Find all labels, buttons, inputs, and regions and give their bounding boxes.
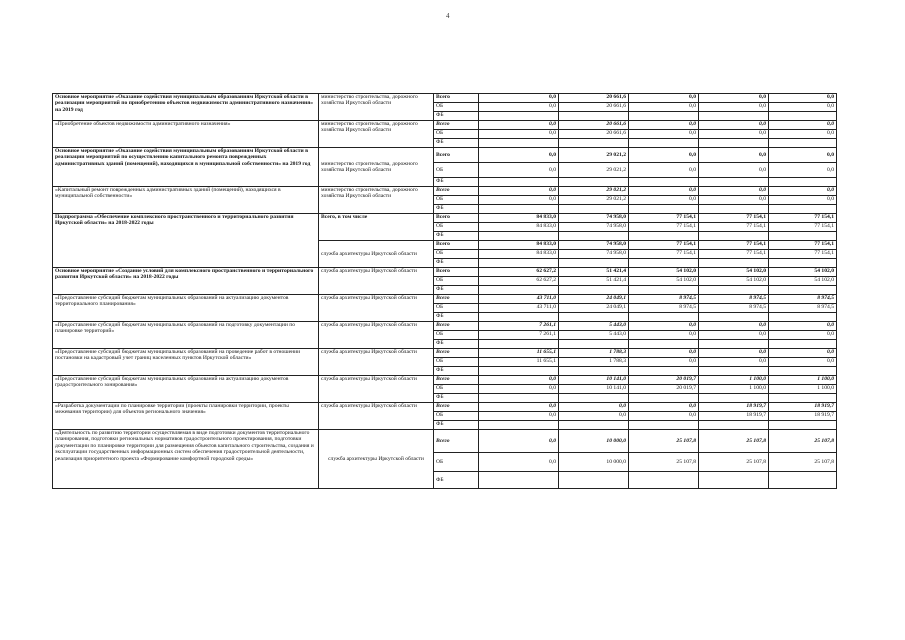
activity-name-cell: «Приобретение объектов недвижимости административного назначения» (53, 121, 319, 148)
responsible-cell: Всего, в том числе (319, 214, 434, 241)
amount-cell (629, 421, 699, 430)
amount-cell: 0,0 (629, 163, 699, 178)
amount-cell (479, 112, 559, 121)
amount-cell: 0,0 (629, 322, 699, 331)
amount-cell: 1 100,0 (769, 385, 837, 394)
amount-cell: 0,0 (769, 103, 837, 112)
funding-source-cell: ОБ (434, 196, 479, 205)
amount-cell: 0,0 (629, 349, 699, 358)
amount-cell: 43 711,0 (479, 304, 559, 313)
funding-source-cell: Всего (434, 322, 479, 331)
amount-cell: 8 974,5 (769, 304, 837, 313)
responsible-cell: служба архитектуры Иркутской области (319, 295, 434, 322)
amount-cell (699, 232, 769, 241)
amount-cell (769, 232, 837, 241)
funding-source-cell: ФБ (434, 472, 479, 489)
amount-cell: 8 974,5 (629, 304, 699, 313)
responsible-cell: служба архитектуры Иркутской области (319, 241, 434, 268)
amount-cell: 25 107,8 (629, 453, 699, 472)
amount-cell: 0,0 (699, 322, 769, 331)
amount-cell: 84 833,0 (479, 223, 559, 232)
amount-cell: 25 107,8 (629, 430, 699, 453)
amount-cell (699, 421, 769, 430)
amount-cell: 8 974,5 (629, 295, 699, 304)
amount-cell: 0,0 (699, 331, 769, 340)
amount-cell (559, 472, 629, 489)
amount-cell: 18 919,7 (769, 412, 837, 421)
table-row (53, 430, 837, 453)
amount-cell: 43 711,0 (479, 295, 559, 304)
amount-cell: 0,0 (699, 121, 769, 130)
activity-name-cell: «Предоставление субсидий бюджетам муниципальных образований на актуализацию документов территориального планирования» (53, 295, 319, 322)
funding-source-cell: ОБ (434, 385, 479, 394)
amount-cell: 25 107,8 (699, 453, 769, 472)
amount-cell: 0,0 (769, 196, 837, 205)
amount-cell: 84 833,0 (479, 250, 559, 259)
amount-cell (559, 259, 629, 268)
amount-cell: 77 154,1 (769, 214, 837, 223)
responsible-cell: служба архитектуры Иркутской области (319, 268, 434, 295)
funding-source-cell: ФБ (434, 112, 479, 121)
funding-source-cell: ФБ (434, 394, 479, 403)
amount-cell: 0,0 (629, 358, 699, 367)
funding-source-cell: ФБ (434, 205, 479, 214)
amount-cell: 77 154,1 (769, 223, 837, 232)
amount-cell: 20 661,6 (559, 103, 629, 112)
amount-cell: 1 100,0 (699, 376, 769, 385)
amount-cell: 0,0 (699, 103, 769, 112)
amount-cell: 54 102,0 (629, 277, 699, 286)
amount-cell: 0,0 (479, 148, 559, 163)
amount-cell: 11 655,1 (479, 358, 559, 367)
funding-source-cell: ФБ (434, 313, 479, 322)
amount-cell (699, 112, 769, 121)
funding-source-cell: ОБ (434, 223, 479, 232)
amount-cell: 77 154,1 (629, 241, 699, 250)
amount-cell: 0,0 (629, 331, 699, 340)
amount-cell: 7 261,1 (479, 331, 559, 340)
amount-cell (699, 178, 769, 187)
amount-cell: 77 154,1 (699, 250, 769, 259)
amount-cell: 20 661,6 (559, 130, 629, 139)
amount-cell (629, 313, 699, 322)
amount-cell (699, 394, 769, 403)
funding-source-cell: ФБ (434, 421, 479, 430)
amount-cell: 0,0 (479, 163, 559, 178)
amount-cell (479, 139, 559, 148)
amount-cell (699, 340, 769, 349)
budget-table (52, 93, 837, 489)
amount-cell: 0,0 (629, 412, 699, 421)
amount-cell: 77 154,1 (699, 241, 769, 250)
amount-cell (559, 313, 629, 322)
funding-source-cell: ОБ (434, 130, 479, 139)
funding-source-cell: Всего (434, 241, 479, 250)
amount-cell (769, 112, 837, 121)
funding-source-cell: Всего (434, 403, 479, 412)
amount-cell: 0,0 (699, 349, 769, 358)
amount-cell: 74 958,0 (559, 250, 629, 259)
funding-source-cell: Всего (434, 349, 479, 358)
amount-cell: 25 107,8 (769, 430, 837, 453)
amount-cell: 18 919,7 (699, 403, 769, 412)
table-row (53, 121, 837, 130)
amount-cell (479, 259, 559, 268)
amount-cell: 0,0 (479, 412, 559, 421)
activity-name-cell: «Предоставление субсидий бюджетам муниципальных образований на подготовку документации по планировке территорий» (53, 322, 319, 349)
funding-source-cell: Всего (434, 268, 479, 277)
amount-cell: 0,0 (479, 453, 559, 472)
funding-source-cell: ОБ (434, 358, 479, 367)
amount-cell (769, 139, 837, 148)
amount-cell (769, 421, 837, 430)
activity-name-cell: «Капитальный ремонт поврежденных административных зданий (помещений), находящихся в муниципальной собственности» (53, 187, 319, 214)
amount-cell: 0,0 (559, 403, 629, 412)
amount-cell (629, 112, 699, 121)
amount-cell: 20 661,6 (559, 94, 629, 103)
funding-source-cell: ФБ (434, 340, 479, 349)
activity-name-cell: Подпрограмма «Обеспечение комплексного пространственного и территориального развития Иркутской области» на 2018-2022 годы (53, 214, 319, 268)
amount-cell (629, 340, 699, 349)
responsible-cell: служба архитектуры Иркутской области (319, 322, 434, 349)
funding-source-cell: ФБ (434, 367, 479, 376)
table-row (53, 322, 837, 331)
amount-cell (699, 313, 769, 322)
amount-cell (699, 367, 769, 376)
funding-source-cell: Всего (434, 121, 479, 130)
activity-name-cell: Основное мероприятие «Оказание содействия муниципальным образованиям Иркутской области в реализации мероприятий по осуществлению капитального ремонта поврежденных административных зданий (помещений), находящихся в муниципальной собственности» на 2019 год (53, 148, 319, 187)
amount-cell (559, 340, 629, 349)
amount-cell: 77 154,1 (629, 223, 699, 232)
amount-cell: 0,0 (699, 358, 769, 367)
funding-source-cell: Всего (434, 148, 479, 163)
amount-cell (559, 139, 629, 148)
amount-cell (559, 112, 629, 121)
amount-cell: 77 154,1 (629, 214, 699, 223)
amount-cell: 11 655,1 (479, 349, 559, 358)
amount-cell: 0,0 (629, 403, 699, 412)
amount-cell: 54 102,0 (699, 277, 769, 286)
amount-cell: 0,0 (699, 94, 769, 103)
amount-cell: 0,0 (559, 412, 629, 421)
amount-cell: 24 049,1 (559, 295, 629, 304)
amount-cell: 0,0 (769, 148, 837, 163)
funding-source-cell: Всего (434, 376, 479, 385)
funding-source-cell: Всего (434, 187, 479, 196)
responsible-cell: министерство строительства, дорожного хозяйства Иркутской области (319, 121, 434, 148)
amount-cell: 54 102,0 (769, 277, 837, 286)
amount-cell (479, 421, 559, 430)
funding-source-cell: ОБ (434, 412, 479, 421)
amount-cell (479, 367, 559, 376)
amount-cell (629, 394, 699, 403)
activity-name-cell: «Предоставление субсидий бюджетам муниципальных образований на актуализацию документов градостроительного зонирования» (53, 376, 319, 403)
funding-source-cell: ФБ (434, 286, 479, 295)
amount-cell: 0,0 (699, 196, 769, 205)
amount-cell: 24 049,1 (559, 304, 629, 313)
amount-cell: 0,0 (479, 403, 559, 412)
funding-source-cell: ОБ (434, 453, 479, 472)
amount-cell (479, 472, 559, 489)
amount-cell (699, 286, 769, 295)
amount-cell: 10 000,0 (559, 453, 629, 472)
amount-cell: 0,0 (769, 322, 837, 331)
amount-cell: 1 788,3 (559, 349, 629, 358)
amount-cell: 0,0 (699, 163, 769, 178)
activity-name-cell: «Деятельность по развитию территории осуществляемая в виде подготовки документов территориального планирования, подготовки региональных нормативов градостроительного проектирования, подготовки документации по планировке территории для размещения объектов капитального строительства, создания и эксплуатации государственных информационных систем обеспечения градостроительной деятельности, реализация приоритетного проекта «Формирование комфортной городской среды» (53, 430, 319, 489)
amount-cell: 5 443,0 (559, 331, 629, 340)
table-row (53, 214, 837, 223)
page-number-mark: 4 (446, 12, 450, 20)
amount-cell (699, 205, 769, 214)
amount-cell: 77 154,1 (769, 241, 837, 250)
amount-cell: 0,0 (699, 130, 769, 139)
amount-cell (559, 367, 629, 376)
amount-cell: 0,0 (769, 349, 837, 358)
funding-source-cell: Всего (434, 295, 479, 304)
amount-cell (559, 205, 629, 214)
amount-cell: 0,0 (479, 121, 559, 130)
funding-source-cell: ОБ (434, 250, 479, 259)
amount-cell: 29 021,2 (559, 196, 629, 205)
amount-cell (629, 286, 699, 295)
amount-cell: 29 021,2 (559, 163, 629, 178)
amount-cell: 0,0 (479, 376, 559, 385)
amount-cell: 0,0 (629, 94, 699, 103)
amount-cell: 18 919,7 (699, 412, 769, 421)
responsible-cell: министерство строительства, дорожного хозяйства Иркутской области (319, 187, 434, 214)
funding-source-cell: ОБ (434, 304, 479, 313)
amount-cell (699, 472, 769, 489)
amount-cell (629, 139, 699, 148)
amount-cell: 0,0 (699, 187, 769, 196)
amount-cell: 0,0 (479, 94, 559, 103)
amount-cell (769, 178, 837, 187)
amount-cell: 0,0 (479, 103, 559, 112)
amount-cell (559, 286, 629, 295)
amount-cell: 20 661,6 (559, 121, 629, 130)
amount-cell: 10 000,0 (559, 430, 629, 453)
activity-name-cell: «Предоставление субсидий бюджетам муниципальных образований на проведение работ в отношении постановки на кадастровый учет границ населенных пунктов Иркутской области» (53, 349, 319, 376)
amount-cell (769, 340, 837, 349)
amount-cell (479, 394, 559, 403)
amount-cell: 1 100,0 (699, 385, 769, 394)
table-row (53, 376, 837, 385)
table-row (53, 94, 837, 103)
amount-cell: 51 421,4 (559, 268, 629, 277)
amount-cell: 0,0 (479, 187, 559, 196)
amount-cell (559, 178, 629, 187)
responsible-cell: служба архитектуры Иркутской области (319, 403, 434, 430)
amount-cell: 10 141,0 (559, 385, 629, 394)
amount-cell: 0,0 (769, 163, 837, 178)
table-row (53, 295, 837, 304)
responsible-cell: министерство строительства, дорожного хозяйства Иркутской области (319, 148, 434, 187)
amount-cell (629, 367, 699, 376)
amount-cell: 62 627,2 (479, 277, 559, 286)
responsible-cell: служба архитектуры Иркутской области (319, 349, 434, 376)
amount-cell: 0,0 (629, 148, 699, 163)
amount-cell (769, 286, 837, 295)
amount-cell: 54 102,0 (699, 268, 769, 277)
amount-cell: 54 102,0 (769, 268, 837, 277)
amount-cell: 0,0 (479, 130, 559, 139)
amount-cell (559, 421, 629, 430)
amount-cell: 1 100,0 (769, 376, 837, 385)
table-row (53, 403, 837, 412)
amount-cell: 0,0 (769, 121, 837, 130)
amount-cell: 77 154,1 (629, 250, 699, 259)
amount-cell (629, 205, 699, 214)
amount-cell: 0,0 (479, 430, 559, 453)
table-row (53, 187, 837, 196)
amount-cell: 84 833,0 (479, 214, 559, 223)
amount-cell: 77 154,1 (699, 214, 769, 223)
amount-cell (479, 340, 559, 349)
amount-cell (479, 232, 559, 241)
responsible-cell: министерство строительства, дорожного хозяйства Иркутской области (319, 94, 434, 121)
amount-cell (769, 205, 837, 214)
amount-cell: 8 974,5 (699, 295, 769, 304)
amount-cell (479, 313, 559, 322)
amount-cell (699, 139, 769, 148)
amount-cell (769, 367, 837, 376)
amount-cell (629, 472, 699, 489)
amount-cell: 0,0 (629, 196, 699, 205)
amount-cell: 10 141,0 (559, 376, 629, 385)
amount-cell: 8 974,5 (699, 304, 769, 313)
amount-cell: 25 107,8 (699, 430, 769, 453)
amount-cell (769, 472, 837, 489)
funding-source-cell: Всего (434, 214, 479, 223)
amount-cell: 1 788,3 (559, 358, 629, 367)
funding-source-cell: ОБ (434, 331, 479, 340)
amount-cell: 7 261,1 (479, 322, 559, 331)
amount-cell: 20 019,7 (629, 376, 699, 385)
funding-source-cell: ОБ (434, 103, 479, 112)
amount-cell: 0,0 (769, 130, 837, 139)
table-row (53, 349, 837, 358)
amount-cell: 0,0 (769, 331, 837, 340)
amount-cell (699, 259, 769, 268)
amount-cell: 74 958,0 (559, 223, 629, 232)
amount-cell: 0,0 (629, 103, 699, 112)
funding-source-cell: ФБ (434, 259, 479, 268)
funding-source-cell: ОБ (434, 163, 479, 178)
amount-cell: 51 421,4 (559, 277, 629, 286)
amount-cell (479, 205, 559, 214)
funding-source-cell: Всего (434, 430, 479, 453)
amount-cell: 74 958,0 (559, 241, 629, 250)
amount-cell (629, 178, 699, 187)
amount-cell (769, 259, 837, 268)
amount-cell: 29 021,2 (559, 187, 629, 196)
amount-cell: 77 154,1 (769, 250, 837, 259)
amount-cell: 25 107,8 (769, 453, 837, 472)
amount-cell: 0,0 (629, 121, 699, 130)
amount-cell (769, 313, 837, 322)
funding-source-cell: ФБ (434, 178, 479, 187)
activity-name-cell: «Разработка документации по планировке территории (проекты планировки территории, проекты межевания территории) для объектов регионального значения» (53, 403, 319, 430)
table-row (53, 148, 837, 163)
amount-cell (479, 178, 559, 187)
table-row (53, 268, 837, 277)
amount-cell (479, 286, 559, 295)
amount-cell: 74 958,0 (559, 214, 629, 223)
amount-cell (559, 232, 629, 241)
funding-source-cell: ФБ (434, 139, 479, 148)
amount-cell: 18 919,7 (769, 403, 837, 412)
amount-cell: 62 627,2 (479, 268, 559, 277)
amount-cell: 0,0 (479, 196, 559, 205)
amount-cell: 0,0 (699, 148, 769, 163)
responsible-cell: служба архитектуры Иркутской области (319, 430, 434, 489)
amount-cell: 84 833,0 (479, 241, 559, 250)
amount-cell: 77 154,1 (699, 223, 769, 232)
amount-cell: 20 019,7 (629, 385, 699, 394)
responsible-cell: служба архитектуры Иркутской области (319, 376, 434, 403)
amount-cell: 0,0 (769, 358, 837, 367)
amount-cell: 8 974,5 (769, 295, 837, 304)
amount-cell: 54 102,0 (629, 268, 699, 277)
amount-cell: 5 443,0 (559, 322, 629, 331)
amount-cell: 0,0 (629, 130, 699, 139)
funding-source-cell: Всего (434, 94, 479, 103)
amount-cell: 0,0 (479, 385, 559, 394)
amount-cell: 0,0 (629, 187, 699, 196)
amount-cell (769, 394, 837, 403)
amount-cell (559, 394, 629, 403)
amount-cell (629, 232, 699, 241)
amount-cell (629, 259, 699, 268)
funding-source-cell: ОБ (434, 277, 479, 286)
amount-cell: 29 021,2 (559, 148, 629, 163)
activity-name-cell: Основное мероприятие «Оказание содействия муниципальным образованиям Иркутской области в реализации мероприятий по приобретению объектов недвижимости административного назначения» на 2019 год (53, 94, 319, 121)
amount-cell: 0,0 (769, 94, 837, 103)
funding-source-cell: ФБ (434, 232, 479, 241)
amount-cell: 0,0 (769, 187, 837, 196)
activity-name-cell: Основное мероприятие «Создание условий для комплексного пространственного и территориального развития Иркутской области» на 2018-2022 годы (53, 268, 319, 295)
